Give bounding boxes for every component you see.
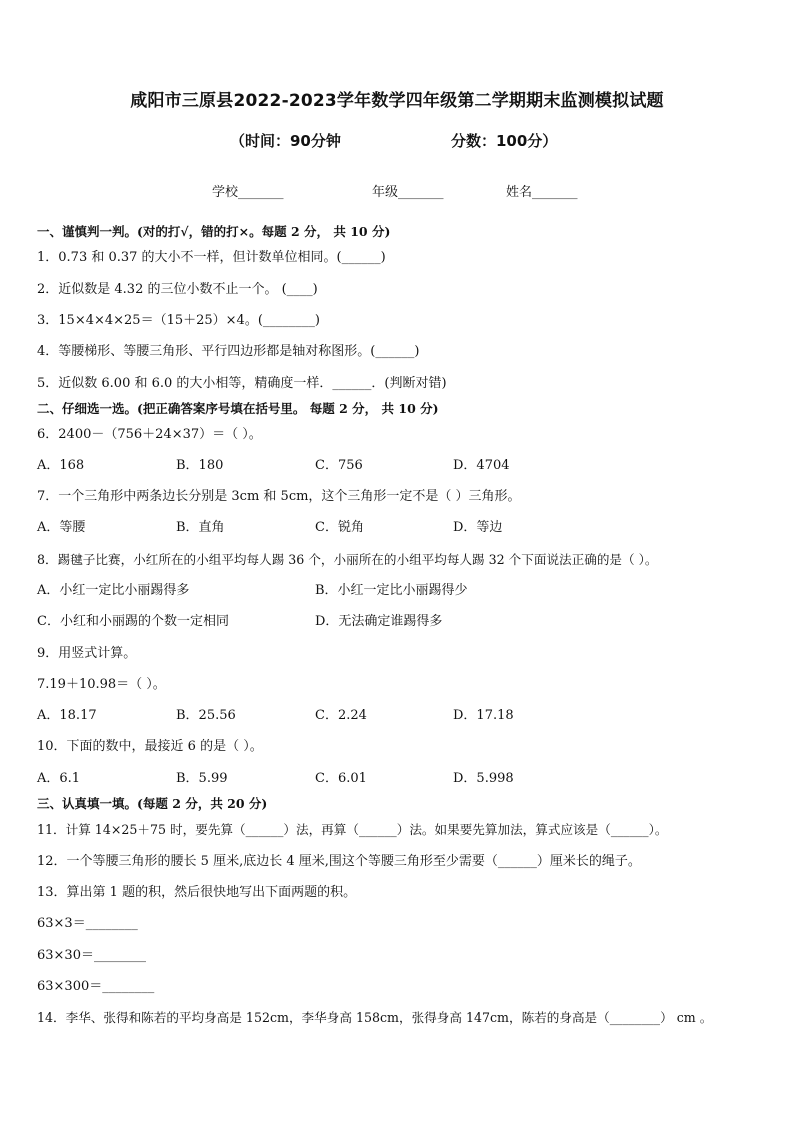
q13-item-c: 63×300＝________: [37, 979, 155, 994]
q9-option-a: A．18.17: [37, 708, 97, 723]
school-field: 学校_______: [212, 185, 284, 200]
q9-option-d: D．17.18: [453, 708, 514, 723]
question-13: 13．算出第 1 题的积，然后很快地写出下面两题的积。: [37, 885, 357, 900]
q13-item-b: 63×30＝________: [37, 948, 146, 963]
question-14: 14．李华、张得和陈若的平均身高是 152cm，李华身高 158cm，张得身高 147cm，陈若的身高是（________） cm 。: [37, 1010, 713, 1025]
q7-option-c: C．锐角: [315, 520, 364, 535]
q6-option-b: B．180: [176, 458, 224, 473]
time-label: （时间：90分钟: [230, 132, 341, 150]
question-5: 5．近似数 6.00 和 6.0 的大小相等，精确度一样．______．(判断对错): [37, 376, 447, 391]
question-7: 7．一个三角形中两条边长分别是 3cm 和 5cm，这个三角形一定不是（ ）三角形。: [37, 489, 521, 504]
question-2: 2．近似数是 4.32 的三位小数不止一个。 (____): [37, 282, 318, 297]
q8-option-b: B．小红一定比小丽踢得少: [315, 583, 468, 598]
q6-option-c: C．756: [315, 458, 363, 473]
section2-heading: 二、仔细选一选。(把正确答案序号填在括号里。 每题 2 分， 共 10 分): [37, 401, 439, 416]
q10-option-b: B．5.99: [176, 771, 228, 786]
q9-option-c: C．2.24: [315, 708, 367, 723]
q6-option-a: A．168: [37, 458, 85, 473]
exam-title: 咸阳市三原县2022-2023学年数学四年级第二学期期末监测模拟试题: [130, 91, 664, 111]
section3-heading: 三、认真填一填。(每题 2 分，共 20 分): [37, 796, 268, 811]
q7-option-a: A．等腰: [37, 520, 86, 535]
q8-option-d: D．无法确定谁踢得多: [315, 614, 443, 629]
question-6: 6．2400－（756＋24×37）＝（ ）。: [37, 427, 262, 442]
question-11: 11．计算 14×25＋75 时，要先算（______）法，再算（______）法。如果要先算加法，算式应该是（______）。: [37, 822, 668, 837]
q7-option-d: D．等边: [453, 520, 503, 535]
q8-option-a: A．小红一定比小丽踢得多: [37, 583, 190, 598]
question-10: 10．下面的数中，最接近 6 的是（ ）。: [37, 739, 263, 754]
q13-item-a: 63×3＝________: [37, 916, 138, 931]
question-4: 4．等腰梯形、等腰三角形、平行四边形都是轴对称图形。(______): [37, 344, 420, 359]
q9-option-b: B．25.56: [176, 708, 236, 723]
q6-option-d: D．4704: [453, 458, 510, 473]
question-9-expression: 7.19＋10.98＝（ ）。: [37, 677, 166, 692]
q10-option-d: D．5.998: [453, 771, 514, 786]
q10-option-a: A．6.1: [37, 771, 81, 786]
section1-heading: 一、谨慎判一判。(对的打√，错的打×。每题 2 分， 共 10 分): [37, 224, 391, 239]
q10-option-c: C．6.01: [315, 771, 367, 786]
q8-option-c: C．小红和小丽踢的个数一定相同: [37, 614, 229, 629]
grade-field: 年级_______: [372, 185, 444, 200]
score-label: 分数：100分）: [451, 132, 558, 150]
name-field: 姓名_______: [506, 185, 578, 200]
question-8: 8．踢毽子比赛，小红所在的小组平均每人踢 36 个，小丽所在的小组平均每人踢 32 个下面说法正确的是（ ）。: [37, 552, 658, 567]
q7-option-b: B．直角: [176, 520, 225, 535]
question-3: 3．15×4×4×25＝（15＋25）×4。(________): [37, 313, 320, 328]
question-9: 9．用竖式计算。: [37, 646, 137, 661]
question-12: 12．一个等腰三角形的腰长 5 厘米,底边长 4 厘米,围这个等腰三角形至少需要（______）厘米长的绳子。: [37, 854, 641, 869]
question-1: 1．0.73 和 0.37 的大小不一样，但计数单位相同。(______): [37, 250, 386, 265]
